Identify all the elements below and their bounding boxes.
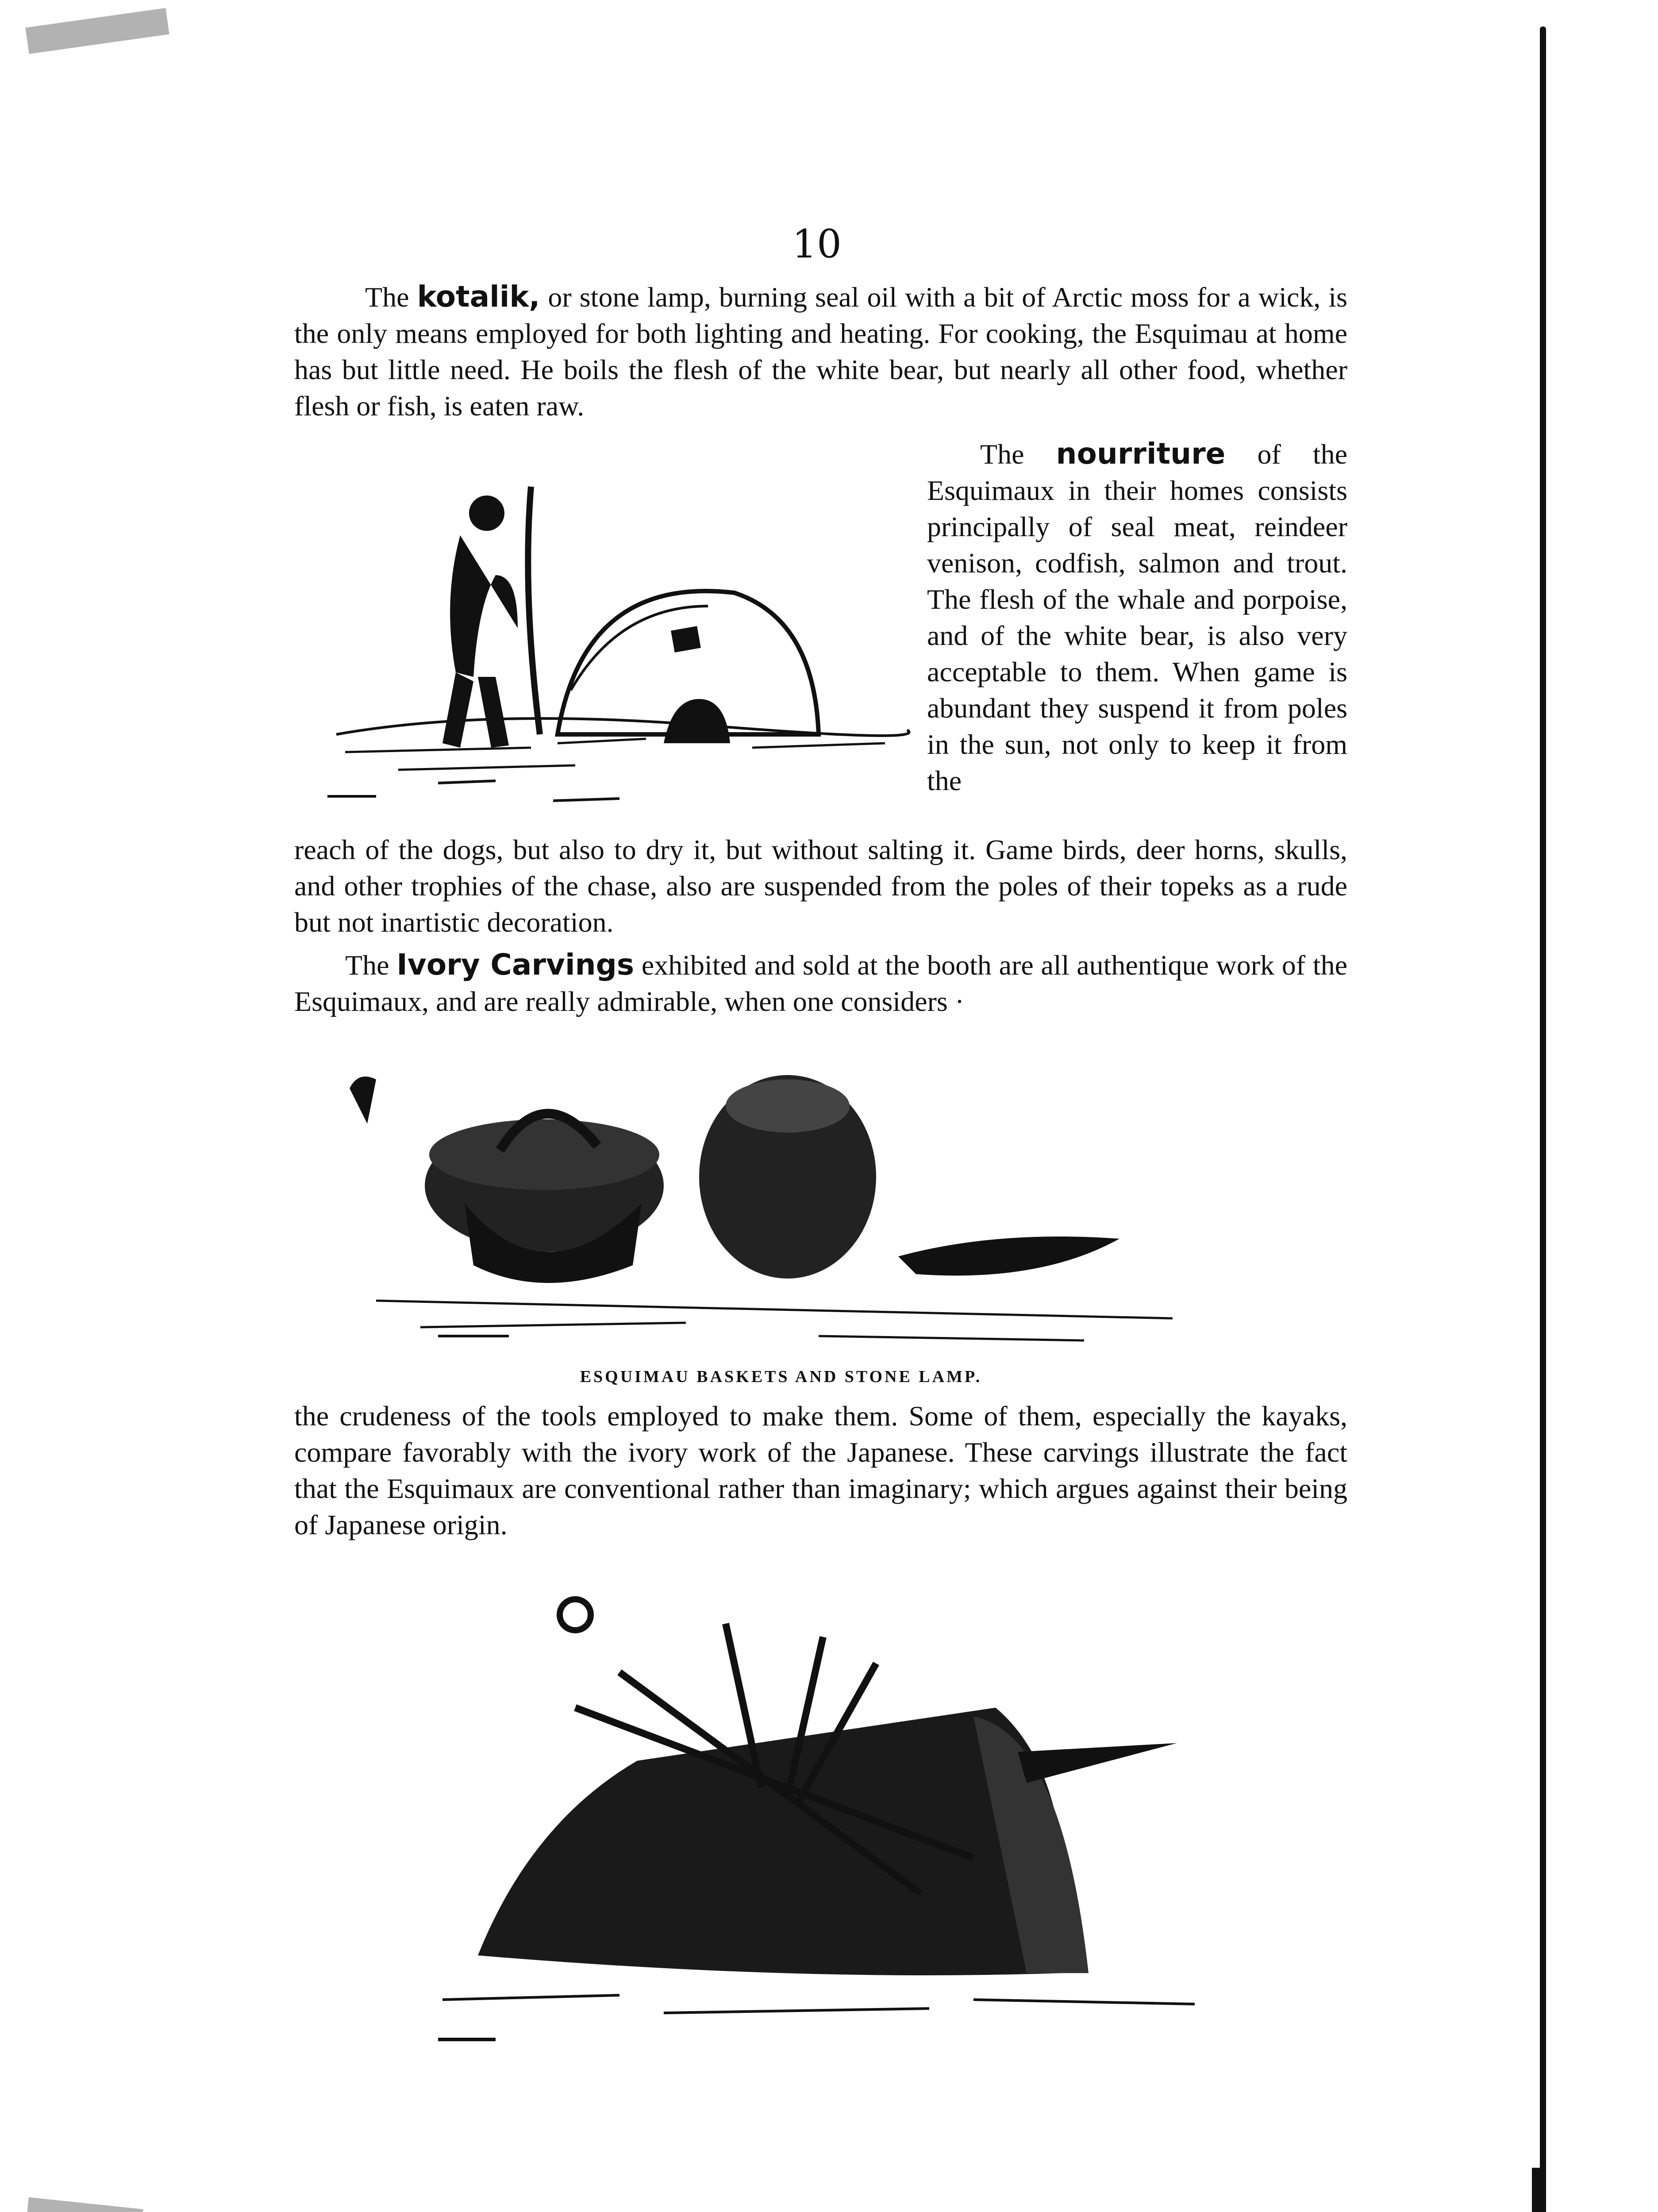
paragraph-kotalik <box>294 279 1347 424</box>
page-edge-lower <box>1532 2168 1542 2212</box>
paragraph-nourriture-column <box>927 436 1347 799</box>
lead-word: The <box>980 438 1024 470</box>
paragraph-carvings-continued: the crudeness of the tools employed to make them. Some of them, especially the kayaks, compare favorably with the ivory work of the Japanese. These carvings illustrate the fact that the Esquimaux are conventional rather than imaginary; which argues against their being of Japanese origin. <box>294 1400 1347 1540</box>
tent-illustration <box>398 1575 1239 2062</box>
igloo-illustration <box>310 460 929 823</box>
scan-artifact <box>25 8 169 54</box>
paragraph-text: or stone lamp, burning seal oil with a bit of Arctic moss for a wick, is the only means employed for both lighting and heating. For cooking, the Esquimau at home has but little need. He boils the flesh of the white bear, but nearly all other food, whether flesh or fish, is eaten raw. <box>294 281 1348 422</box>
page-number: 10 <box>792 221 842 267</box>
paragraph-text: of the Esquimaux in their homes consists principally of seal meat, reindeer venison, codfish, salmon and trout. The flesh of the whale and porpoise, and of the white bear, is also very acceptable to them. When game is abundant they suspend it from poles in the sun, not only to keep it from the <box>927 438 1348 796</box>
figure-caption: ESQUIMAU BASKETS AND STONE LAMP. <box>580 1367 982 1386</box>
paragraph-nourriture-continued: reach of the dogs, but also to dry it, but without salting it. Game birds, deer horns, skulls, and other trophies of the chase, also are suspended from the poles of their topeks as a rude but not inartistic decoration. <box>294 834 1347 938</box>
paragraph-text: exhibited and sold at the booth are all authentique work of the Esquimaux, and are really admirable, when one considers · <box>294 949 1348 1017</box>
paragraph-ivory-carvings <box>294 947 1347 1020</box>
term-kotalik: kotalik, <box>417 280 540 314</box>
lead-word: The <box>365 281 409 313</box>
term-ivory-carvings: Ivory Carvings <box>396 948 635 982</box>
page-edge <box>1540 27 1546 2212</box>
baskets-lamp-illustration <box>332 1053 1305 1354</box>
scan-artifact <box>25 2197 143 2212</box>
term-nourriture: nourriture <box>1056 437 1226 471</box>
lead-word: The <box>345 949 389 981</box>
